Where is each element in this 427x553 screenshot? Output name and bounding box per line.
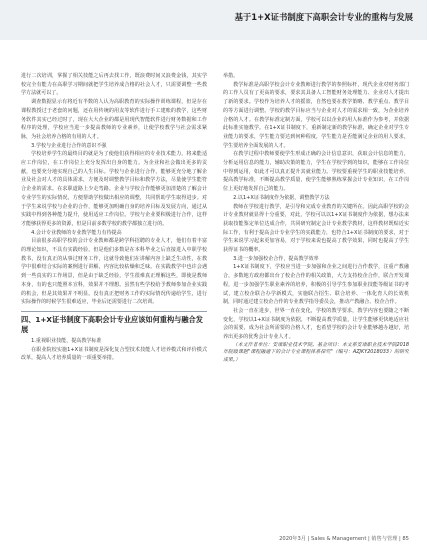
footnote-text: （本文作者单位：安康职业技术学院。基金项目：本文系安康职业技术学院2018年院级课题"课程融通下的会计专业课程体系探究"（编号：AZJKY2018033）的研究成果。） (223, 341, 409, 363)
sub-heading: 1.重视职业技能，提高教学标准 (31, 337, 102, 344)
header-title: 基于1+X证书制度下高职会计专业的重构与发展 (234, 12, 413, 22)
sub-heading: 2.以1+X证书制度作为依据，调整教学方法 (233, 194, 330, 201)
page-footer: 2020年3月 | Sales & Management | 销售与管理 | 85 (279, 536, 409, 542)
paragraph: 在教学过程中教师要使学生形成正确的会计信息意识，获取会计信息的能力，分析运用信息的能力，辅助决策的能力，学生在学校学到的知识，能够在工作岗位中得到运用，如此才可以真正提升其就业能力。学校要重视学生的职业技能培养，提高教学标准，不断提高教学质量，使学生能够熟练掌握会计专业知识，在工作岗位上更好地发挥自己的能力。 (223, 151, 409, 193)
section-heading (21, 311, 207, 335)
paragraph: 目前很多高职学校的会计专业教师都是跨学科招聘的专业人才，他们有着丰富的理论知识，不具有实践经验，但是他们多数是在本科毕业之后直接进入中职学校教书，没有真正的从事过财务工作，这就导致他们在讲解内容上缺乏生动性，在教学中很难结合实际的案例进行讲解，内容比较枯燥和乏味。在实践教学中也许会遇到一些真实的工作场景，但是由于缺乏经验，学生很难真正理解这些，即使是教师本身，有的也只能照本宣科，效果并不理想。虽然有些学校给予教师参加企业实践的机会，但是其效果并不明显。没有真正把财务工作的实际情况传递给学生，进行实际操作的时候学生很难适应，毕业后还需要进行二次培训。 (21, 238, 207, 306)
section-divider (21, 311, 207, 312)
page-header (0, 0, 427, 40)
right-column (223, 72, 409, 540)
paragraph: 调查数据显示有将近有半数的人认为高职教育的实际操作训练课程，但是存在课程教授过于老套的问题，还在用传统的用友等软件进行手工建账的教学，这些财务软件其实已经过时了，现在大大企业的都是用现代智能软件进行财务数据和工作程序的处理，学校应当进一步提高教师的专业素养，让使学校教学与社会需求紧脉，为社会培养合格的有用的人才。 (21, 99, 207, 140)
section-heading-text: 四、1+X证书制度下高职会计专业应该如何重构与融合发展 (21, 314, 203, 334)
footnote (223, 342, 409, 364)
sub-heading: 4.会计专业教师的专业教学能力有待提高 (31, 229, 122, 236)
sub-heading: 3.学校与企业进行合作的意识不强 (31, 142, 107, 149)
left-column (21, 72, 207, 540)
paragraph: 在职业院校实施1+X证书制度是深化复合型技术技能人才培养模式和评价模式改革，提高人才培养质量的一项重要举措。 (21, 346, 207, 362)
paragraph: 教学标准是高职学校会计专业教师进行教学的参照标杆，现代企业对财务部门的工作人员有了更高的要求，要求其具备人工智能财务处理能力、企业对人才提出了新的要求。学校作为培养人才的摇篮，自然也要在教学策略、教学重点、教学目的等方面进行调整。学校的教学目标应当与企业对人才的需求相一致，为企业培养合格的人才。在教学标准定制方面，学校可以以企业的用人标准作为参考，并依据此标准实施教学。在1+X证书制度下，重新制定新的教学标准，确定企业对学生专业能力的要求，学生能力要达到何种程度，学生能力是否能满足企业的用人要求，学生要培养全面发展的人才。 (223, 81, 409, 149)
paragraph: 进行二次培训，掌握了相关技能之后再去找工作，既浪费时间又浪费金钱，其实学校完全有能力在高职学习期间就把学生培养成合格的社会人才，只需要调整一些教学方法就可以了。 (21, 73, 207, 97)
paragraph: 社会一直在进步，世界一直在变化，学校的教学要求，教学内容也要随之不断变化，学校以1+X证书制度为依据，不断提高教学质量，让学生能够更快地适应社会的需要，成为社会所需要的合格人才，也希望学校的会计专业能够越办越好，培养出更多的优秀会计专业人才。 (223, 307, 409, 341)
paragraph: 学校培养学生的最终目的就是为了使他们获得相应的专业技术能力，将来能适应工作岗位，在工作岗位上充分发挥出自身的能力。为企业和社会做出更多的贡献，也要充分地实现自己的人生目标。学校与企业进行合作，能够更充分地了解企业及社会对人才的具体需求，方便及时调整教学目标和教学方法，尽量使学生能符合企业的需求。在求职道路上少走弯路。企业与学校合作能够更加清楚的了解会计专业学生的实际情况，方便帮助学校做出相应的调整，共同帮助学生取得进步。对于学生来说学校与企业的合作，能够更加明确自身的培养目标及发展方向，通过从实践中得到各种能力提升，使用适应工作岗位。学校与企业要积极进行合作，这样才能够获得更多的资源，但是目前多数学校的教学都独立进行的。 (21, 151, 207, 227)
sub-heading: 3.进一步加强校企合作，提高教学效率 (233, 255, 319, 262)
paragraph: 1+X证书制度下，学校应当进一步加强和企业之间进行合作教学，注重产教融合，多数地方政府都出台了校企合作的相关政策，大力支持校企合作，联合开发课程，进一步加强学生职业素养的培养，积极的引导学生参加职业技能等级证书的考试，建立校企联合办学新模式，实施联合招生、联合培养、一体化育人的长效机制，同时通过建立校企合作的专业教学指导委员会，推动产教融合、校企合作。 (223, 264, 409, 306)
paragraph: 教师在学校进行教学，是引导和完成专业教育的关键所在。因此高职学校的会计专业教材就显得十分重要，对此，学校可以以1+X证书制度作为依据，想办法来获取技能鉴定单位达成合作，共同研究制定会计专业教学教材，这样教材既贴近实际工作，有利于提高会计专业学生的实践能力，也符合1+X证书制度的要求，对于学生来说学习起来更加容易，对于学校来说也提高了教学效果，同时也提高了学生获得证书的概率。 (223, 203, 409, 254)
paragraph: 举措。 (223, 73, 239, 79)
